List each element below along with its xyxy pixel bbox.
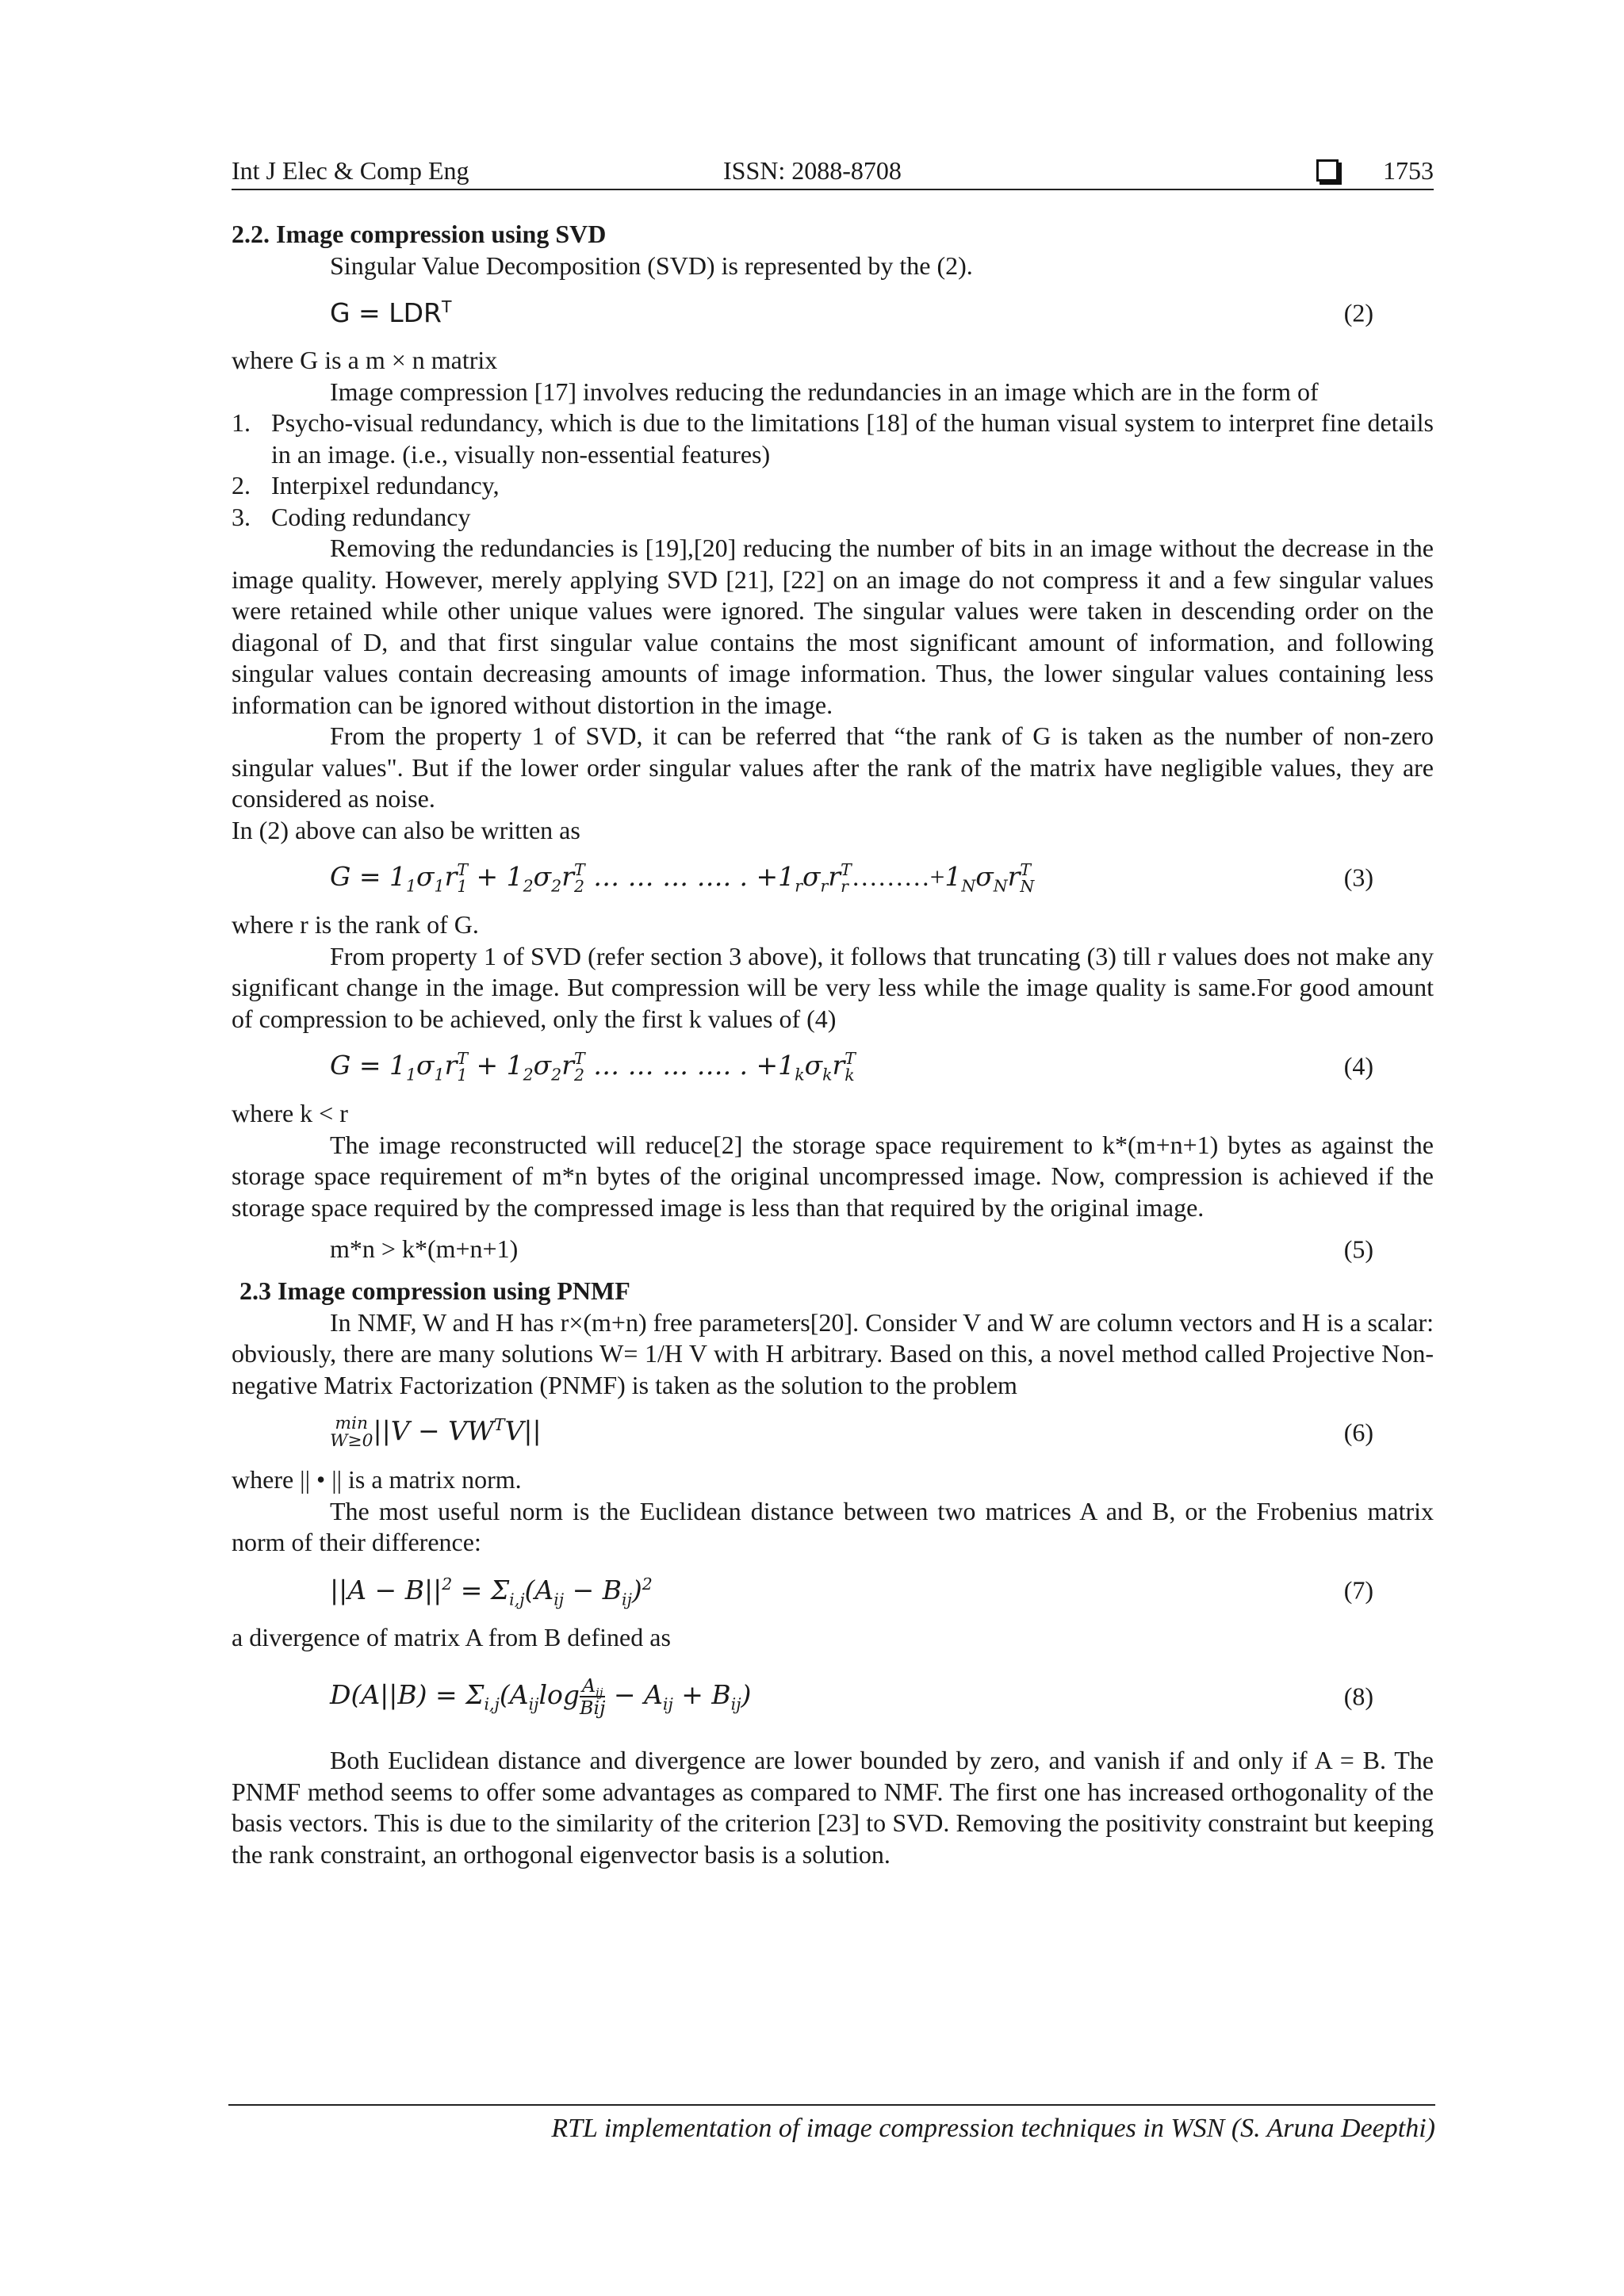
equation-2 [232, 281, 1434, 345]
truncating-paragraph: From property 1 of SVD (refer section 3 above), it follows that truncating (3) till r values does not make any significant change in the image. But compression will be very less while the image quality is same.For good amount of compression to be achieved, only the first k values of (4) [232, 941, 1434, 1033]
running-title: RTL implementation of image compression techniques in WSN (S. Aruna Deepthi) [551, 2114, 1435, 2143]
in2-line: In (2) above can also be written as [232, 815, 580, 844]
removing-paragraph: Removing the redundancies is [19],[20] reducing the number of bits in an image without the decrease in the image quality. However, merely applying SVD [21], [22] on an image do not compress it and a few singular values were retained while other unique values were ignored. The singular values were taken in descending order on the diagonal of D, and that first singular value contains the most significant amount of information, and following singular values contain decreasing amounts of image information. Thus, the lower singular values containing less information can be ignored without distortion in the image. [232, 534, 1434, 719]
page-body [232, 219, 1434, 1870]
list-item: 2. Interpixel redundancy, [232, 471, 500, 499]
section-title-2-2: 2.2. Image compression using SVD [232, 220, 607, 248]
divergence-line: a divergence of matrix A from B defined as [232, 1622, 671, 1651]
where-k-line: where k < r [232, 1099, 348, 1127]
where-g-line: where G is a m × n matrix [232, 346, 498, 374]
equation-5 [232, 1223, 1434, 1276]
equation-4-number: (4) [1343, 1051, 1373, 1081]
svd-intro: Singular Value Decomposition (SVD) is represented by the (2). [330, 251, 973, 280]
equation-5-formula: m*n > k*(m+n+1) [330, 1234, 519, 1264]
square-box-icon [1316, 159, 1339, 182]
equation-8 [232, 1653, 1434, 1740]
nmf-paragraph: In NMF, W and H has r×(m+n) free parameters[20]. Consider V and W are column vectors and H is a scalar: obviously, there are many solutions W= 1/H V with H arbitrary. Based on this, a novel method called Projective Non-negative Matrix Factorization (PNMF) is taken as the solution to the problem [232, 1307, 1434, 1399]
section-title-2-3: 2.3 Image compression using PNMF [239, 1276, 630, 1305]
equation-2-formula: $G = LDR^T$ [330, 297, 452, 329]
list-item: 1. Psycho-visual redundancy, which is due to the limitations [18] of the human visual system to interpret fine details in an image. (i.e., visually non-essential features) [232, 408, 1434, 469]
redundancy-paragraph: Image compression [17] involves reducing the redundancies in an image which are in the form of [330, 377, 1319, 406]
redundancy-list [232, 408, 1434, 533]
page-footer [228, 2104, 1435, 2143]
equation-6 [232, 1401, 1434, 1464]
journal-name: Int J Elec & Comp Eng [232, 156, 469, 185]
page-number: 1753 [1383, 156, 1434, 185]
equation-5-number: (5) [1343, 1234, 1373, 1264]
where-r-line: where r is the rank of G. [232, 910, 479, 939]
equation-8-formula: $D(A||B) = \Sigma_{i,j}(A_{ij}\log$ $\frac{A_{ij}}{\text{Bij}}$ − $A_{ij} + B_{ij}$) [330, 1674, 752, 1719]
equation-7 [232, 1559, 1434, 1622]
equation-3-formula: $G = 1_1\sigma_1r$ T 1 + $1_2\sigma_2r$ T 2 … … … …. . $+1_r\sigma_rr$ T r $\dots\dots\dots+1_N\sigma_Nr$ T N [330, 860, 1035, 896]
equation-7-formula: $||A - B||^2 = \Sigma_{i,j}(A_{ij} - B_{ij})^2$ [330, 1574, 653, 1609]
reconstructed-paragraph: The image reconstructed will reduce[2] the storage space requirement to k*(m+n+1) bytes as against the storage space requirement of m*n bytes of the original uncompressed image. Now, compression is achieved if the storage space required by the compressed image is less than that required by the original image. [232, 1130, 1434, 1222]
list-item: 3. Coding redundancy [232, 502, 471, 531]
both-paragraph: Both Euclidean distance and divergence are lower bounded by zero, and vanish if and only if A = B. The PNMF method seems to offer some advantages as compared to NMF. The first one has increased orthogonality of the basis vectors. This is due to the similarity of the criterion [23] to SVD. Removing the positivity constraint but keeping the rank constraint, an orthogonal eigenvector basis is a solution. [232, 1746, 1434, 1869]
issn: ISSN: 2088-8708 [723, 156, 902, 185]
equation-3-number: (3) [1343, 863, 1373, 892]
where-norm-line: where || • || is a matrix norm. [232, 1465, 522, 1494]
equation-2-number: (2) [1343, 298, 1373, 327]
equation-3 [232, 846, 1434, 909]
property-paragraph: From the property 1 of SVD, it can be referred that “the rank of G is taken as the number of non-zero singular values". But if the lower order singular values after the rank of the matrix have negligible values, they are considered as noise. [232, 721, 1434, 813]
equation-6-number: (6) [1343, 1418, 1373, 1447]
page-header [232, 152, 1434, 190]
equation-7-number: (7) [1343, 1575, 1373, 1604]
equation-6-formula: min W≥0 $||V - VW^TV||$ [330, 1414, 542, 1452]
equation-4-formula: $G = 1_1\sigma_1r$ T 1 + $1_2\sigma_2r$ T 2 … … … …. . $+1_k\sigma_kr$ T k [330, 1049, 856, 1085]
equation-8-number: (8) [1343, 1682, 1373, 1711]
equation-4 [232, 1035, 1434, 1098]
useful-norm-paragraph: The most useful norm is the Euclidean distance between two matrices A and B, or the Frobenius matrix norm of their difference: [232, 1496, 1434, 1556]
